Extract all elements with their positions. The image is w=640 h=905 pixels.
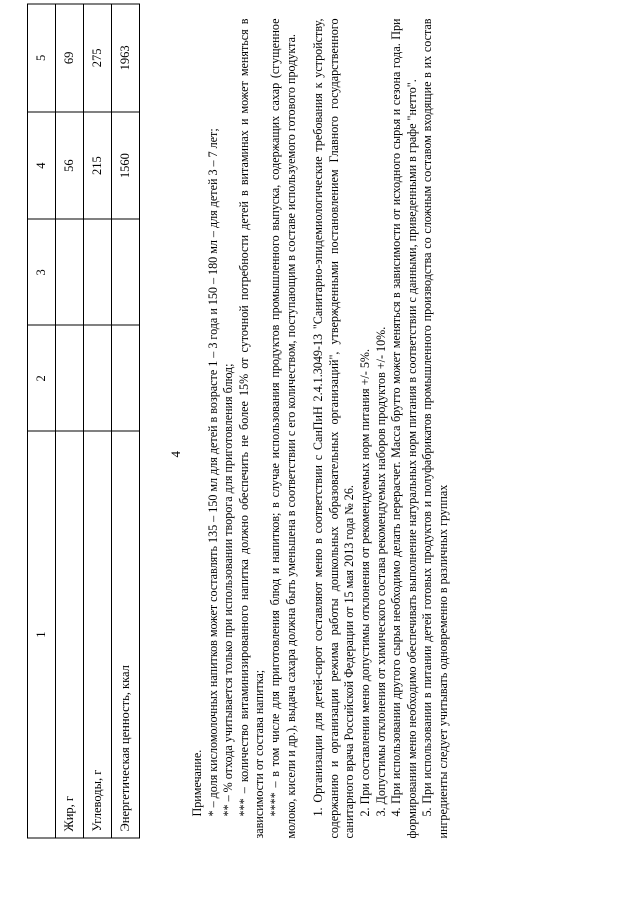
- spacer: [299, 19, 311, 839]
- table-cell: 69: [56, 4, 84, 112]
- header-cell: 2: [28, 325, 56, 431]
- header-cell: 3: [28, 219, 56, 325]
- note-line: * – доля кисломолочных напитков может составлять 135 – 150 мл для детей в возрасте 1 – 3 года и 150 – 180 мл – для детей 3 – 7 лет;: [205, 128, 220, 817]
- table-row: [112, 4, 140, 838]
- note-line: **** – в том числе для приготовления блюд и напитков; в случае использования продуктов промышленного выпуска, содержащих сахар (сгущенное молоко, кисели и др.), выдача сахара должна быть уменьшена в соответствии с его количеством, поступающим в составе используемого готового продукта.: [267, 18, 298, 839]
- notes-title: Примечание.: [190, 749, 204, 817]
- table-row: [56, 4, 84, 838]
- table-cell: [112, 325, 140, 431]
- table-cell: [84, 325, 112, 431]
- numbered-item: 1. Организации для детей-сирот составляют меню в соответствии с СанПиН 2.4.1.3049-13 "Санитарно-эпидемиологические требования к устройству, содержанию и организации режима работы дошкольных образовательных организаций", утвержденными постановлением Главного государственного санитарного врача Российской Федерации от 15 мая 2013 года № 26.: [311, 18, 357, 839]
- table-cell: 1560: [112, 112, 140, 220]
- table-cell: [84, 219, 112, 325]
- note-line: *** – количество витаминизированного напитка должно обеспечить не более 15% от суточной потребности детей в витаминах и может меняться в зависимости от состава напитка;: [236, 18, 267, 839]
- notes-block: [190, 19, 452, 839]
- table-cell: 215: [84, 112, 112, 220]
- header-cell: 4: [28, 112, 56, 220]
- table-cell: [56, 325, 84, 431]
- numbered-item: 4. При использовании другого сырья необходимо делать перерасчет. Масса брутто может меняться в зависимости от исходного сырья и сезона года. При формировании меню необходимо обеспечивать выполнение натуральных норм питания в соответствии с данными, приведенными в графе "нетто".: [389, 18, 419, 839]
- table-cell: [112, 219, 140, 325]
- table-cell: 275: [84, 4, 112, 112]
- nutrition-table: [27, 4, 140, 839]
- row-label: Энергетическая ценность, ккал: [112, 431, 140, 838]
- numbered-item: 3. Допустимы отклонения от химического состава рекомендуемых наборов продуктов +/- 10%.: [373, 326, 388, 817]
- note-line: ** – % отхода учитывается только при использовании творога для приготовления блюд;: [221, 363, 236, 817]
- header-cell: 1: [28, 431, 56, 838]
- table-cell: 1963: [112, 4, 140, 112]
- header-cell: 5: [28, 4, 56, 112]
- numbered-item: 5. При использовании в питании детей готовых продуктов и полуфабрикатов промышленного производства со сложным составом входящие в их состав ингредиенты следует учитывать одновременно в различных группах: [420, 18, 450, 839]
- table-cell: 56: [56, 112, 84, 220]
- table-cell: [56, 219, 84, 325]
- page-number: 4: [168, 451, 183, 458]
- row-label: Жир, г: [56, 431, 84, 838]
- table-header-row: [28, 4, 56, 838]
- numbered-item: 2. При составлении меню допустимы отклонения от рекомендуемых норм питания +/- 5%.: [357, 349, 372, 817]
- row-label: Углеводы, г: [84, 431, 112, 838]
- table-row: [84, 4, 112, 838]
